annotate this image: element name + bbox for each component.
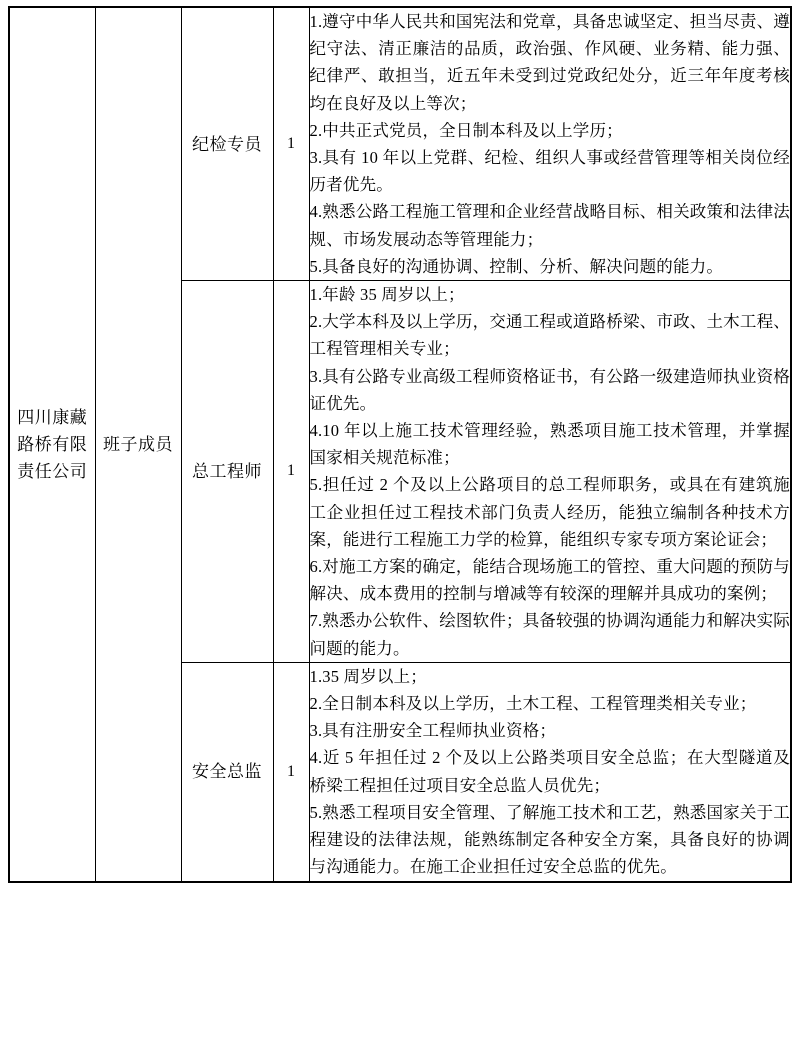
count-cell: 1: [273, 662, 309, 881]
requirement-item: 7.熟悉办公软件、绘图软件；具备较强的协调沟通能力和解决实际问题的能力。: [309, 611, 790, 658]
requirement-item: 3.具有 10 年以上党群、纪检、组织人事或经营管理等相关岗位经历者优先。: [309, 148, 790, 195]
requirement-item: 1.35 周岁以上；: [309, 666, 427, 686]
requirement-item: 4.10 年以上施工技术管理经验，熟悉项目施工技术管理，并掌握国家相关规范标准；: [309, 421, 790, 468]
requirement-item: 2.中共正式党员，全日制本科及以上学历；: [309, 120, 623, 140]
group-name: 班子成员: [103, 434, 173, 454]
group-cell: [95, 7, 181, 882]
recruitment-table: [8, 6, 792, 883]
requirements-list: [310, 281, 791, 662]
count-cell: 1: [273, 7, 309, 281]
requirements-cell: [309, 281, 791, 663]
requirement-item: 1.年龄 35 周岁以上；: [309, 285, 465, 305]
requirement-item: 4.近 5 年担任过 2 个及以上公路类项目安全总监；在大型隧道及桥梁工程担任过项目安全总监人员优先；: [309, 748, 790, 795]
requirement-item: 5.熟悉工程项目安全管理、了解施工技术和工艺，熟悉国家关于工程建设的法律法规，能熟练制定各种安全方案，具备良好的协调与沟通能力。在施工企业担任过安全总监的优先。: [309, 802, 790, 877]
company-name: 四川康藏路桥有限责任公司: [17, 407, 88, 481]
requirement-item: 5.担任过 2 个及以上公路项目的总工程师职务，或具在有建筑施工企业担任过工程技术部门负责人经历，能独立编制各种技术方案，能进行工程施工力学的检算，能组织专家专项方案论证会；: [309, 475, 790, 549]
requirements-list: [310, 8, 791, 280]
requirement-item: 4.熟悉公路工程施工管理和企业经营战略目标、相关政策和法律法规、市场发展动态等管理能力；: [309, 202, 790, 249]
post-name: 纪检专员: [192, 134, 262, 154]
table-row: [9, 7, 791, 281]
post-cell: [181, 7, 273, 281]
requirement-item: 1.遵守中华人民共和国宪法和党章，具备忠诚坚定、担当尽责、遵纪守法、清正廉洁的品质，政治强、作风硬、业务精、能力强、纪律严、敢担当，近五年未受到过党政纪处分，近三年年度考核均在良好及以上等次；: [309, 12, 790, 113]
requirements-cell: [309, 7, 791, 281]
post-cell: [181, 281, 273, 663]
requirements-cell: [309, 662, 791, 881]
requirements-list: [310, 663, 791, 881]
post-name: 总工程师: [192, 461, 262, 481]
post-cell: [181, 662, 273, 881]
count-cell: 1: [273, 281, 309, 663]
requirement-item: 3.具有公路专业高级工程师资格证书，有公路一级建造师执业资格证优先。: [309, 366, 790, 413]
requirement-item: 6.对施工方案的确定，能结合现场施工的管控、重大问题的预防与解决、成本费用的控制与增减等有较深的理解并具成功的案例；: [309, 557, 790, 604]
requirement-item: 5.具备良好的沟通协调、控制、分析、解决问题的能力。: [309, 256, 724, 276]
requirement-item: 3.具有注册安全工程师执业资格；: [309, 721, 557, 741]
company-cell: [9, 7, 95, 882]
requirement-item: 2.大学本科及以上学历，交通工程或道路桥梁、市政、土木工程、工程管理相关专业；: [309, 312, 790, 359]
requirement-item: 2.全日制本科及以上学历，土木工程、工程管理类相关专业；: [309, 694, 757, 714]
post-name: 安全总监: [192, 762, 262, 782]
